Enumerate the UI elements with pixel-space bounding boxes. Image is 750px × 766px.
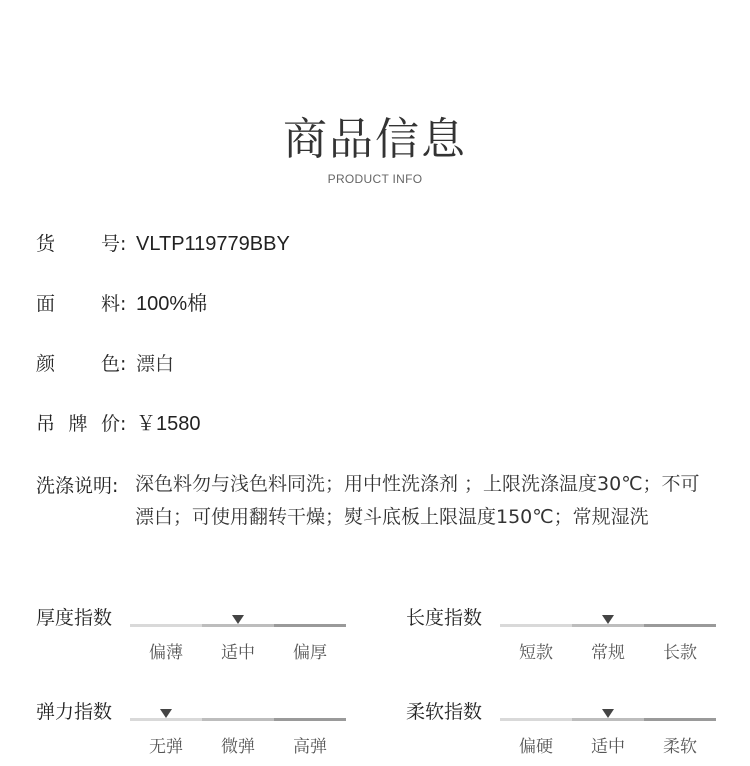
elasticity-index bbox=[36, 701, 346, 764]
index-label: 弹力指数 bbox=[36, 701, 113, 723]
index-marker-icon bbox=[160, 709, 172, 718]
info-value-material: 100%棉 bbox=[136, 293, 208, 315]
section-subtitle: PRODUCT INFO bbox=[327, 172, 423, 186]
index-marker-icon bbox=[232, 615, 244, 624]
index-option: 适中 bbox=[221, 643, 255, 663]
info-value-price: ￥1580 bbox=[136, 413, 201, 435]
index-option: 短款 bbox=[519, 643, 553, 663]
info-colon: : bbox=[120, 293, 127, 315]
info-value-color: 漂白 bbox=[136, 353, 175, 375]
info-colon: : bbox=[120, 233, 127, 255]
info-label: 颜 色 bbox=[36, 353, 120, 375]
index-label: 厚度指数 bbox=[36, 607, 113, 629]
index-marker-icon bbox=[602, 615, 614, 624]
index-option: 常规 bbox=[591, 643, 625, 663]
index-marker-icon bbox=[602, 709, 614, 718]
info-colon: : bbox=[120, 413, 127, 435]
index-track bbox=[500, 624, 716, 627]
length-index bbox=[406, 607, 716, 670]
index-option: 偏薄 bbox=[149, 643, 183, 663]
index-track bbox=[500, 718, 716, 721]
index-option: 无弹 bbox=[149, 737, 183, 757]
index-track bbox=[130, 718, 346, 721]
index-label: 长度指数 bbox=[406, 607, 483, 629]
info-value-sku: VLTP119779BBY bbox=[136, 233, 290, 255]
index-option: 偏硬 bbox=[519, 737, 553, 757]
index-track bbox=[130, 624, 346, 627]
index-option: 微弹 bbox=[221, 737, 255, 757]
info-colon: : bbox=[120, 353, 127, 375]
washing-label: 洗涤说明: bbox=[36, 475, 119, 497]
info-label: 面 料 bbox=[36, 293, 120, 315]
index-option: 高弹 bbox=[293, 737, 327, 757]
section-header bbox=[0, 112, 750, 186]
index-option: 适中 bbox=[591, 737, 625, 757]
section-title: 商品信息 bbox=[283, 114, 467, 165]
index-option: 偏厚 bbox=[293, 643, 327, 663]
index-label: 柔软指数 bbox=[406, 701, 483, 723]
info-label: 货 号 bbox=[36, 233, 120, 255]
index-option: 柔软 bbox=[663, 737, 697, 757]
info-label: 吊 牌 价 bbox=[36, 413, 120, 435]
thickness-index bbox=[36, 607, 346, 670]
index-option: 长款 bbox=[663, 643, 697, 663]
washing-instructions: 深色料勿与浅色料同洗；用中性洗涤剂 ；上限洗涤温度30℃；不可漂白；可使用翻转干燥；熨斗底板上限温度150℃；常规湿洗 bbox=[135, 473, 700, 528]
softness-index bbox=[406, 701, 716, 764]
